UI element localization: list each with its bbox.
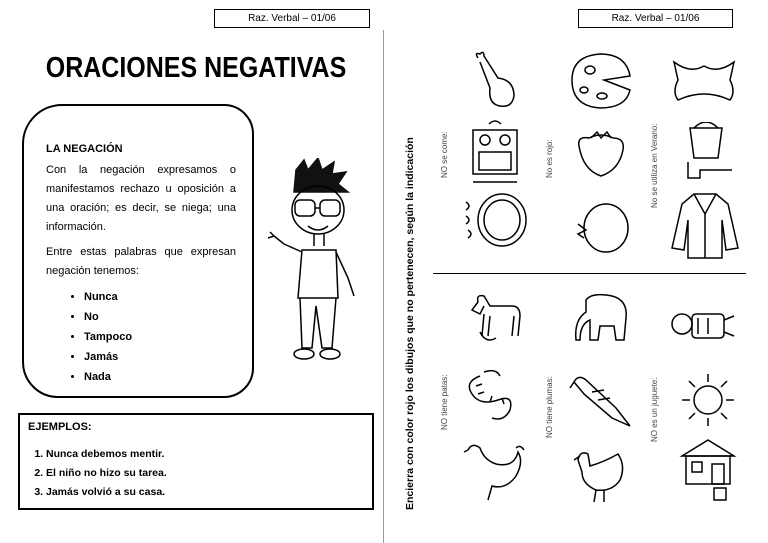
definition-text bbox=[46, 140, 236, 387]
elephant-icon bbox=[572, 290, 632, 356]
list-item: 2. El niño no hizo su tarea. bbox=[46, 464, 167, 483]
sun-icon bbox=[676, 370, 740, 430]
label-no-feathers: NO tiene plumas: bbox=[545, 376, 554, 438]
chicken-leg-icon bbox=[470, 50, 520, 110]
toy-house-icon bbox=[678, 438, 740, 504]
list-item: 3. Jamás volvió a su casa. bbox=[46, 483, 167, 502]
list-item: • Tampoco bbox=[84, 327, 236, 347]
list-item: 1. Nunca debemos mentir. bbox=[46, 445, 167, 464]
list-item: • No bbox=[84, 307, 236, 327]
left-header: Raz. Verbal – 01/06 bbox=[214, 9, 370, 28]
swimsuit-icon bbox=[670, 58, 738, 104]
page-divider bbox=[383, 30, 384, 543]
parrot-icon bbox=[568, 372, 634, 430]
hen-icon bbox=[570, 446, 632, 506]
boy-illustration bbox=[268, 158, 363, 368]
definition-paragraph-1: Con la negación expresamos o manifestamos rechazo u oposición a una oración; es decir, se niega; una información. bbox=[46, 164, 236, 233]
right-header: Raz. Verbal – 01/06 bbox=[578, 9, 733, 28]
strawberry-icon bbox=[573, 130, 629, 178]
label-not-eaten: NO se come: bbox=[440, 131, 449, 178]
list-item: • Nunca bbox=[84, 287, 236, 307]
label-no-legs: NO tiene patas: bbox=[440, 374, 449, 430]
instruction-text: Encierra con color rojo los dibujos que no pertenecen, según la indicación bbox=[404, 137, 416, 510]
coat-icon bbox=[668, 190, 742, 262]
definition-paragraph-2: Entre estas palabras que expresan negación tenemos: bbox=[46, 246, 236, 277]
list-item: • Jamás bbox=[84, 347, 236, 367]
cheese-icon bbox=[568, 50, 634, 112]
label-not-summer: No se utiliza en Verano: bbox=[650, 123, 659, 208]
tomato-icon bbox=[570, 200, 632, 258]
bucket-spade-icon bbox=[680, 122, 738, 184]
examples-list bbox=[28, 445, 167, 502]
stove-icon bbox=[465, 120, 525, 190]
examples-heading: EJEMPLOS: bbox=[28, 421, 92, 433]
negation-words-list bbox=[46, 287, 236, 387]
label-not-toy: NO es un juguete: bbox=[650, 377, 659, 442]
worm-icon bbox=[462, 366, 524, 424]
page-title: ORACIONES NEGATIVAS bbox=[45, 51, 347, 85]
examples-box bbox=[18, 413, 374, 510]
section-divider bbox=[433, 273, 746, 274]
dog-icon bbox=[468, 292, 524, 348]
astronaut-icon bbox=[668, 304, 738, 350]
definition-heading: LA NEGACIÓN bbox=[46, 143, 123, 155]
pizza-icon bbox=[462, 190, 532, 252]
swan-icon bbox=[462, 440, 528, 504]
list-item: • Nada bbox=[84, 367, 236, 387]
label-not-red: No es rojo: bbox=[545, 139, 554, 178]
